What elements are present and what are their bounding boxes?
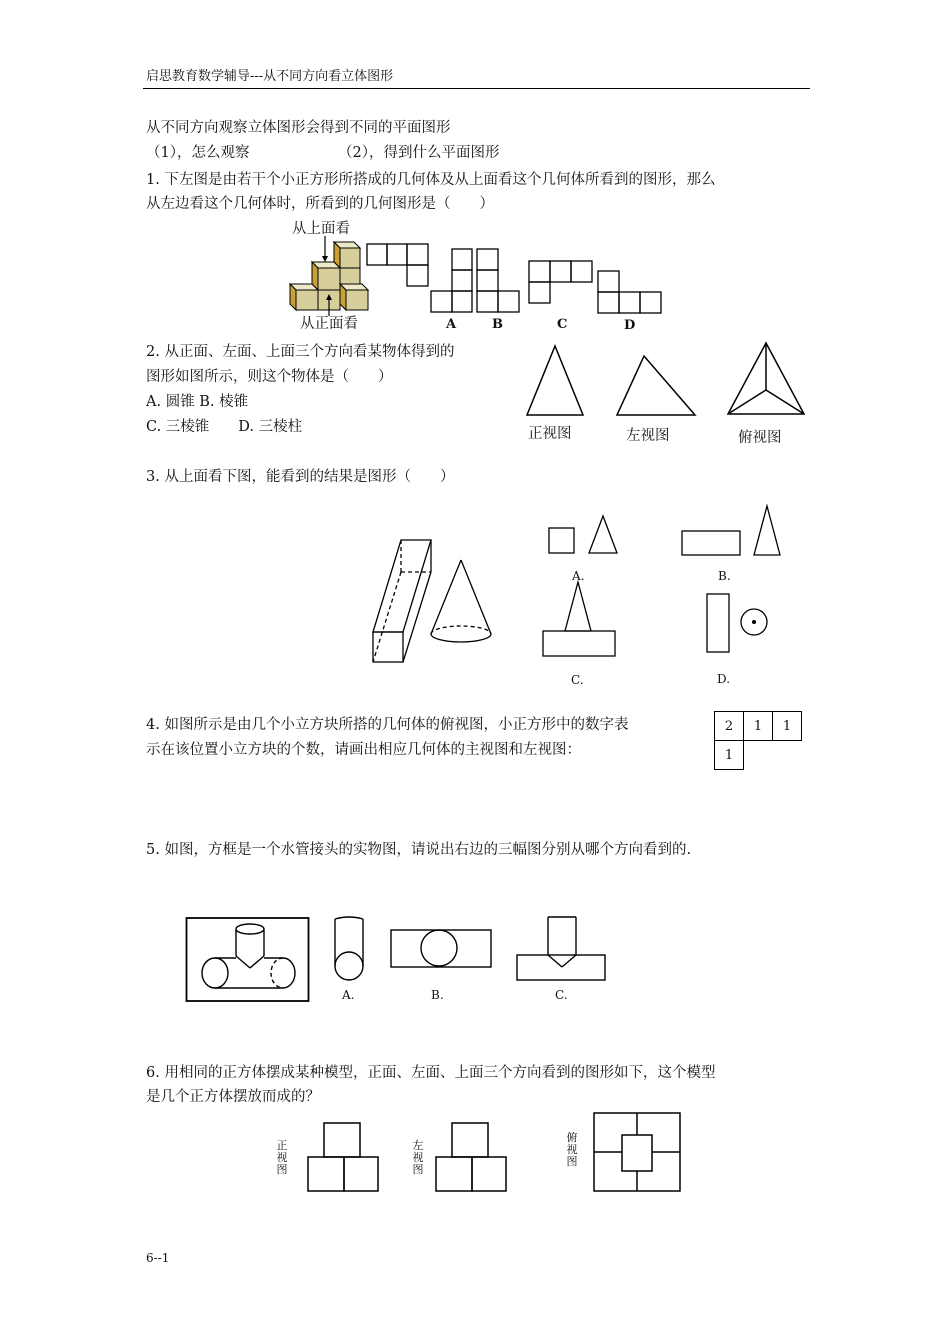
q1-option-b-label: B xyxy=(492,317,503,332)
q1-option-a-figure xyxy=(430,248,474,314)
q1-option-b-figure xyxy=(476,248,522,314)
intro-point-2: （2），得到什么平面图形 xyxy=(338,145,500,161)
q1-cube-stack-figure xyxy=(285,236,375,316)
q1-text-line2: 从左边看这个几何体时，所看到的几何图形是（ ） xyxy=(146,196,494,212)
q1-option-c-figure xyxy=(528,260,594,304)
q3-option-b-figure xyxy=(680,504,784,558)
q6-front-view-label: 正视图 xyxy=(276,1139,288,1176)
q2-text-line1: 2. 从正面、左面、上面三个方向看某物体得到的 xyxy=(146,344,455,360)
q4-grid-cell: 1 xyxy=(773,712,802,741)
page-header-title: 启思教育数学辅导---从不同方向看立体图形 xyxy=(146,69,394,84)
q2-top-view-label: 俯视图 xyxy=(738,430,782,446)
q4-grid-cell: 1 xyxy=(715,741,744,770)
q1-option-d-label: D xyxy=(624,318,636,333)
q1-front-view-label: 从正面看 xyxy=(300,316,358,332)
intro-line: 从不同方向观察立体图形会得到不同的平面图形 xyxy=(146,120,451,136)
q4-grid-cell: 2 xyxy=(715,712,744,741)
q5-option-a-figure xyxy=(332,916,366,984)
q4-grid-empty xyxy=(744,741,773,770)
q2-front-view-triangle xyxy=(524,344,586,418)
q4-top-view-grid xyxy=(714,711,802,770)
q4-text-line1: 4. 如图所示是由几个小立方块所搭的几何体的俯视图，小正方形中的数字表 xyxy=(146,717,629,733)
q5-option-c-label: C. xyxy=(555,988,568,1002)
page-number: 6--1 xyxy=(146,1251,170,1265)
q2-left-view-label: 左视图 xyxy=(626,428,670,444)
q6-left-view-figure xyxy=(434,1121,508,1193)
q6-text-line2: 是几个正方体摆放而成的？ xyxy=(146,1089,320,1105)
q5-option-b-label: B. xyxy=(431,988,444,1002)
q3-option-a-figure xyxy=(547,514,619,558)
q3-option-c-figure xyxy=(541,580,617,658)
q1-option-d-figure xyxy=(597,270,663,314)
q2-left-view-triangle xyxy=(614,354,698,418)
q6-text-line1: 6. 用相同的正方体摆成某种模型，正面、左面、上面三个方向看到的图形如下，这个模型 xyxy=(146,1065,716,1081)
q1-top-view-grid xyxy=(366,243,430,287)
q1-text-line1: 1. 下左图是由若干个小正方形所搭成的几何体及从上面看这个几何体所看到的图形，那么 xyxy=(146,172,716,188)
q4-grid-cell: 1 xyxy=(744,712,773,741)
q3-option-c-label: C. xyxy=(571,673,584,687)
q5-option-b-figure xyxy=(389,928,493,970)
q3-prism-and-cone-figure xyxy=(370,538,500,664)
q3-text: 3. 从上面看下图，能看到的结果是图形（ ） xyxy=(146,469,455,485)
intro-point-1: （1），怎么观察 xyxy=(146,145,250,161)
q2-text-line2: 图形如图所示，则这个物体是（ ） xyxy=(146,369,393,385)
q1-option-c-label: C xyxy=(557,317,568,332)
q6-left-view-label: 左视图 xyxy=(412,1139,424,1176)
q3-option-a-label: A. xyxy=(572,569,585,583)
q6-front-view-figure xyxy=(306,1121,380,1193)
q3-option-d-label: D. xyxy=(717,672,731,686)
q4-text-line2: 示在该位置小立方块的个数，请画出相应几何体的主视图和左视图： xyxy=(146,742,581,758)
q1-option-a-label: A xyxy=(446,317,457,332)
q4-grid-empty xyxy=(773,741,802,770)
q5-option-c-figure xyxy=(515,915,607,983)
q2-choice-line2: C. 三棱锥 D. 三棱柱 xyxy=(146,419,303,435)
q5-option-a-label: A. xyxy=(342,988,355,1002)
q2-choice-line1: A. 圆锥 B. 棱锥 xyxy=(146,394,249,410)
q5-text: 5. 如图，方框是一个水管接头的实物图，请说出右边的三幅图分别从哪个方向看到的. xyxy=(146,842,692,858)
q1-top-view-label: 从上面看 xyxy=(292,221,350,237)
q5-pipe-joint-figure xyxy=(185,916,311,1004)
q6-top-view-label: 俯视图 xyxy=(566,1131,578,1168)
q6-top-view-figure xyxy=(592,1111,684,1193)
q3-option-b-label: B. xyxy=(718,569,731,583)
header-rule xyxy=(143,88,810,89)
q2-top-view-triangle xyxy=(725,341,807,417)
q3-option-d-figure xyxy=(705,592,771,654)
q2-front-view-label: 正视图 xyxy=(528,426,572,442)
